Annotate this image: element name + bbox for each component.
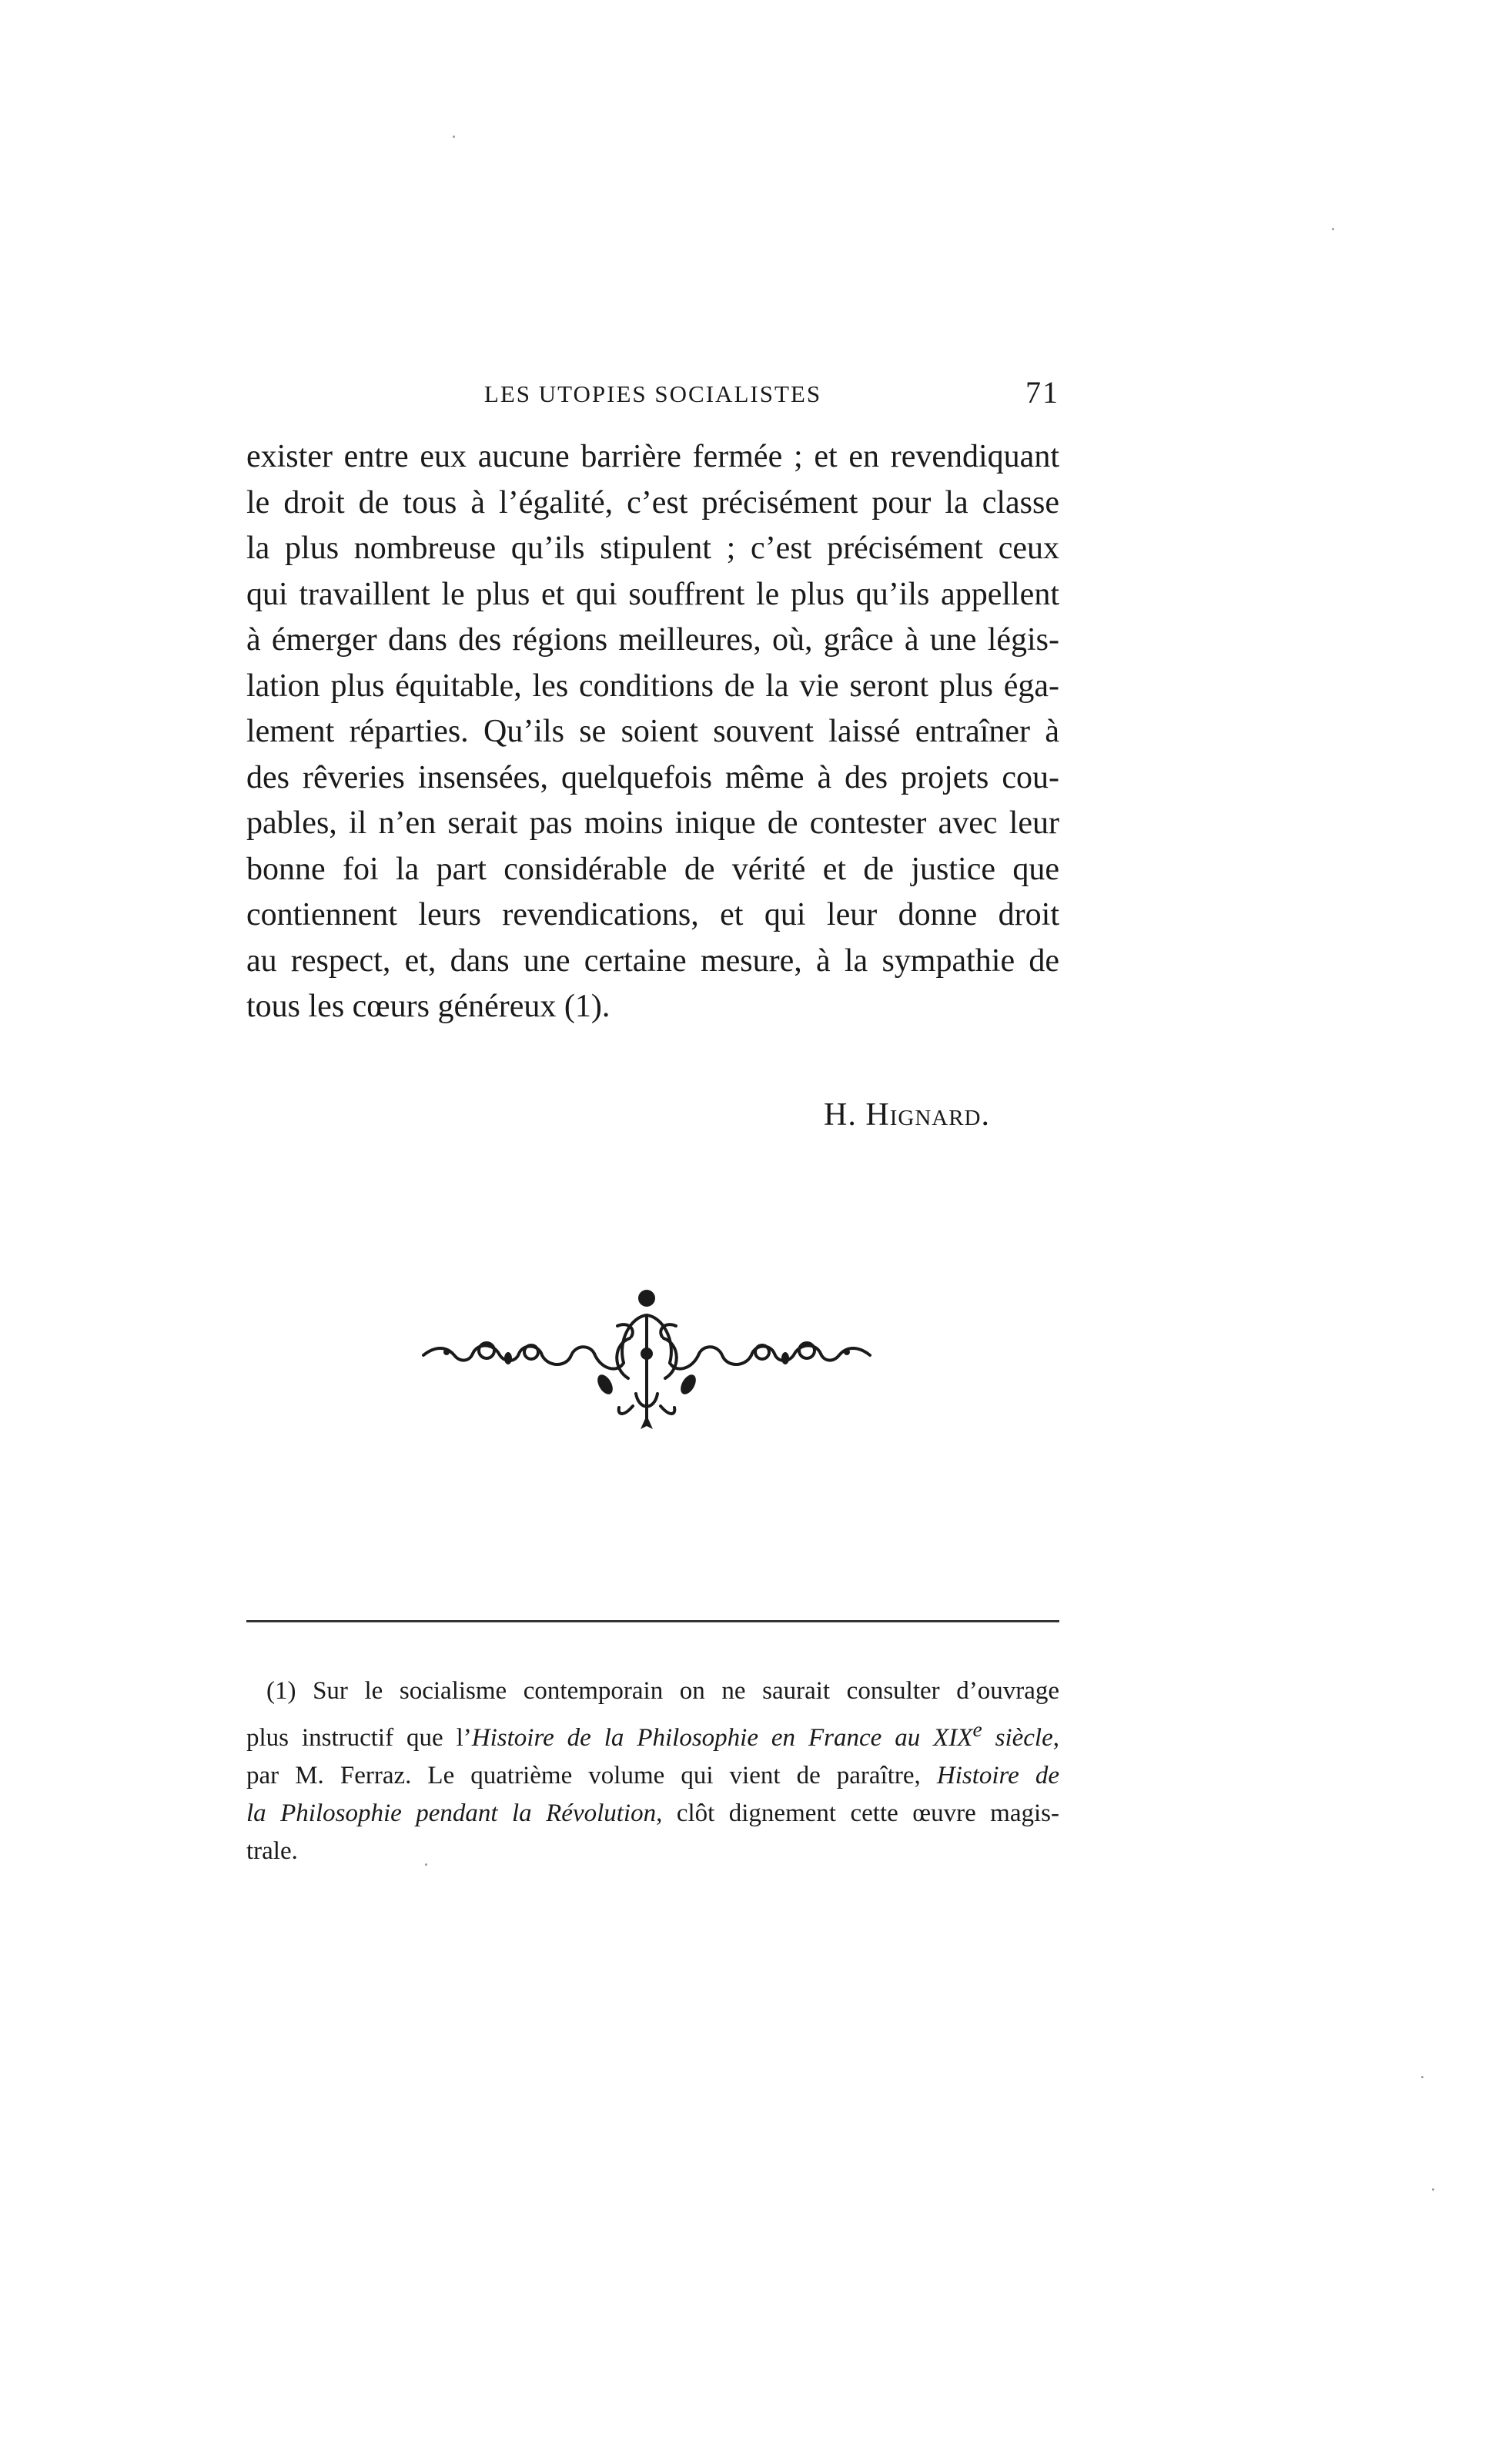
paper-speck <box>425 1863 427 1866</box>
signature-initial: H. <box>824 1097 857 1133</box>
signature-name: Hignard. <box>865 1097 990 1133</box>
running-head <box>246 374 1059 420</box>
book-title-italic: Histoire de <box>936 1762 1060 1789</box>
body-paragraph <box>246 434 1059 1030</box>
footnote-line: (1) Sur le socialisme contemporain on ne saurait consulter d’ouvrage <box>266 1677 1059 1705</box>
book-title-italic: la Philosophie pendant la Révolution <box>246 1799 657 1827</box>
footnote-text: plus instructif que l’ <box>246 1724 472 1752</box>
body-line: le droit de tous à l’égalité, c’est précisément pour la classe <box>246 484 1059 521</box>
body-line: contiennent leurs revendications, et qui leur donne droit <box>246 897 1059 932</box>
paper-speck <box>1432 2188 1434 2191</box>
body-line: exister entre eux aucune barrière fermée ; et en revendiquant <box>246 439 1059 474</box>
book-title-italic: Histoire de la Philosophie en France au XIX <box>471 1724 973 1752</box>
footnote-line: trale. <box>246 1837 298 1865</box>
author-signature <box>824 1096 990 1133</box>
footnote-line <box>246 1757 1059 1795</box>
footnote-text: par M. Ferraz. Le quatrième volume qui vient de paraître, <box>246 1762 937 1789</box>
footnote-line <box>246 1795 1059 1833</box>
footnote-text: , clôt dignement cette œuvre magis- <box>656 1799 1059 1827</box>
body-line: qui travaillent le plus et qui souffrent le plus qu’ils appellent <box>246 576 1059 612</box>
century-superscript: e <box>972 1717 982 1741</box>
body-line: à émerger dans des régions meilleures, où, grâce à une légis- <box>246 622 1059 658</box>
footnote-text: , <box>1052 1724 1059 1752</box>
body-line: pables, il n’en serait pas moins inique de contester avec leur <box>246 805 1059 841</box>
body-line: la plus nombreuse qu’ils stipulent ; c’est précisément ceux <box>246 531 1059 566</box>
paper-speck <box>453 136 455 138</box>
footnote-line <box>246 1710 1059 1757</box>
paper-speck <box>1421 2076 1423 2078</box>
body-line: tous les cœurs généreux (1). <box>246 989 611 1024</box>
footnote-rule <box>246 1620 1059 1622</box>
page-number: 71 <box>1025 375 1059 410</box>
body-line: bonne foi la part considérable de vérité et de justice que <box>246 851 1059 887</box>
paper-speck <box>1332 228 1334 230</box>
fleuron-ornament-icon <box>416 1278 878 1432</box>
body-line: des rêveries insensées, quelquefois même à des projets cou- <box>246 759 1059 795</box>
body-line: lement réparties. Qu’ils se soient souvent laissé entraîner à <box>246 714 1059 749</box>
body-line: au respect, et, dans une certaine mesure, à la sympathie de <box>246 942 1059 979</box>
body-line: lation plus équitable, les conditions de la vie seront plus éga- <box>246 668 1059 704</box>
footnote <box>246 1672 1059 1870</box>
running-title: LES UTOPIES SOCIALISTES <box>483 380 822 407</box>
book-title-italic: siècle <box>982 1724 1053 1752</box>
